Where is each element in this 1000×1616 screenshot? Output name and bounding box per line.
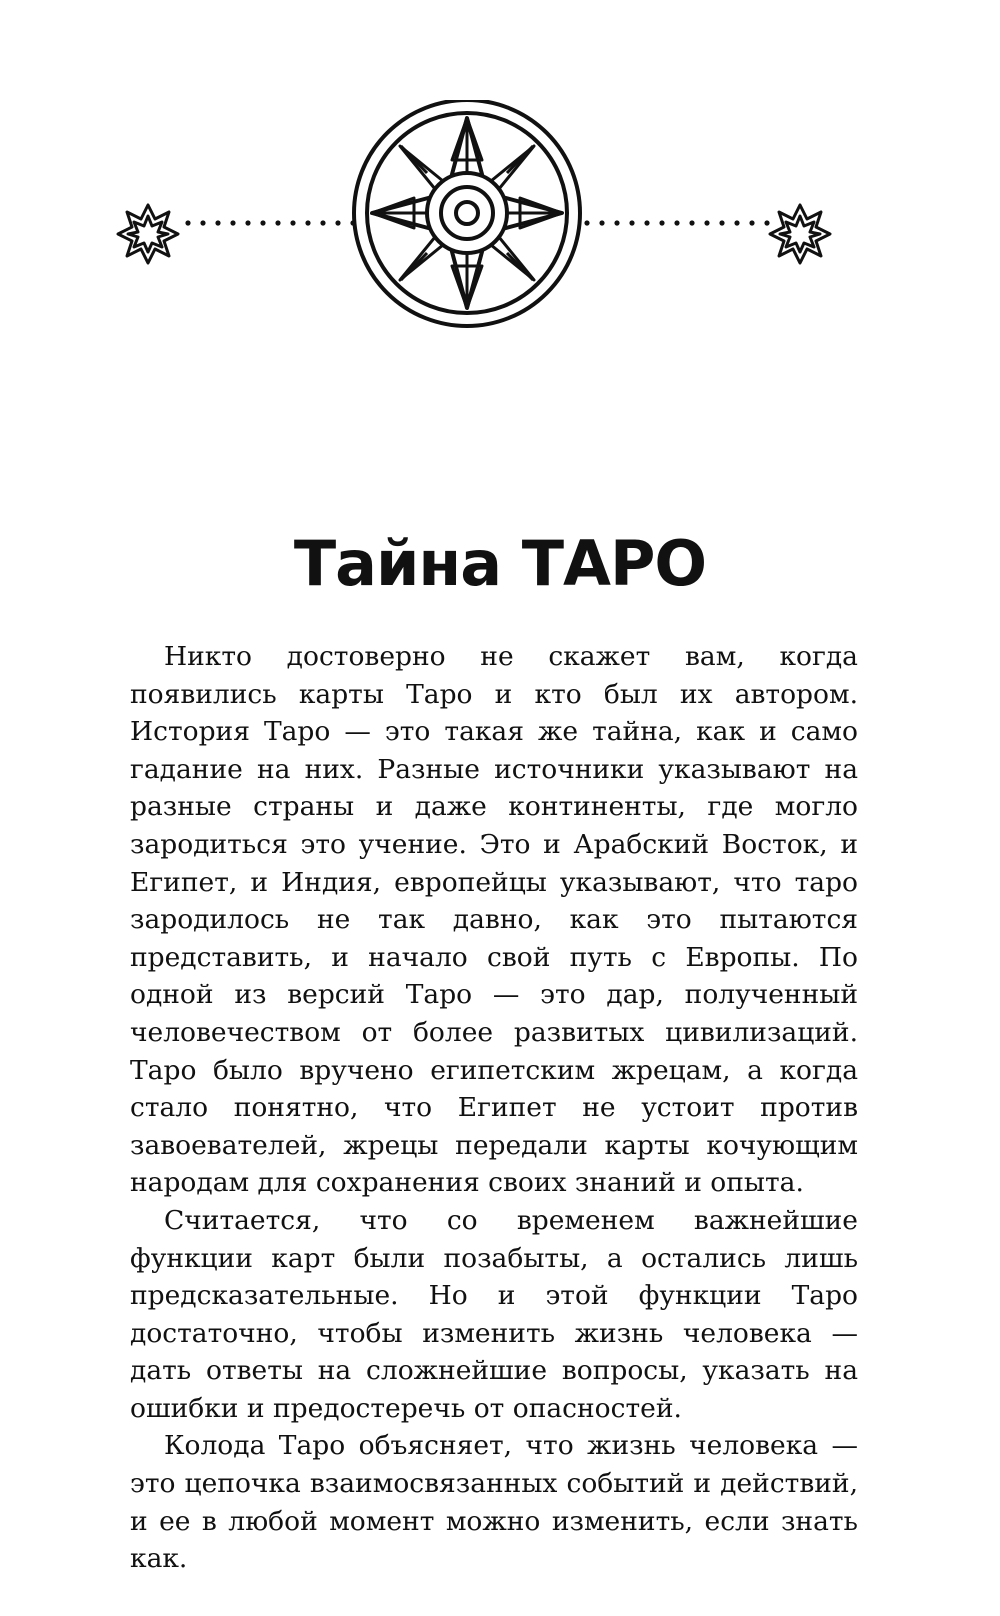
right-dotted-line <box>584 220 769 225</box>
header-ornament <box>0 100 1000 360</box>
paragraph-2: Считается, что со временем важнейшие функции карт были позабыты, а остались лишь предсказательные. Но и этой функции Таро достаточно, чтобы изменить жизнь человека — дать ответы на сложнейшие вопросы, указать на ошибки и предостеречь от опасностей. <box>130 1204 858 1424</box>
left-star-icon <box>118 205 178 263</box>
chapter-body <box>130 638 858 1578</box>
paragraph-1: Никто достоверно не скажет вам, когда появились карты Таро и кто был их автором. История Таро — это такая же тайна, как и само гадание на них. Разные источники указывают на разные страны и даже континенты, где могло зародиться это учение. Это и Арабский Восток, и Египет, и Индия, европейцы указывают, что таро зародилось не так давно, как это пытаются представить, и начало свой путь с Европы. По одной из версий Таро — это дар, полученный человечеством от более развитых цивилизаций. Таро было вручено египетским жрецам, а когда стало понятно, что Египет не устоит против завоевателей, жрецы передали карты кочующим народам для сохранения своих знаний и опыта. <box>130 641 858 1199</box>
right-star-icon <box>770 205 830 263</box>
paragraph-3: Колода Таро объясняет, что жизнь человека — это цепочка взаимосвязанных событий и действий, и ее в любой момент можно изменить, если знать как. <box>130 1430 858 1575</box>
compass-rose-icon <box>354 100 580 326</box>
chapter-title: Тайна ТАРО <box>293 527 707 600</box>
left-dotted-line <box>185 220 355 225</box>
